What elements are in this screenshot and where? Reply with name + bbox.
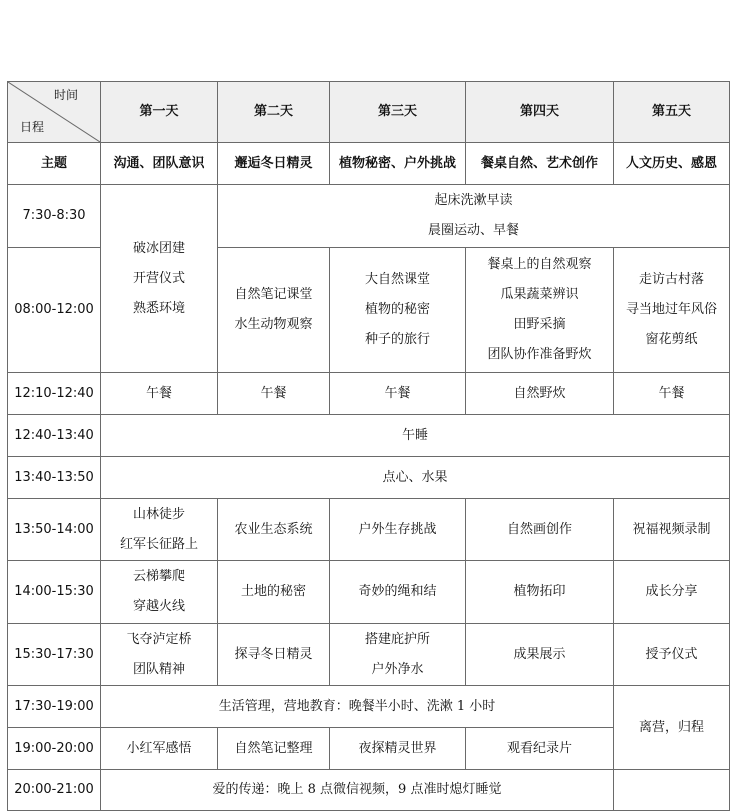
shared-activity-cell: 午睡: [101, 415, 730, 457]
activity-line: 餐桌上的自然观察: [487, 257, 592, 272]
activity-cell: 祝福视频录制: [614, 499, 730, 561]
activity-cell: 成果展示: [466, 624, 614, 686]
activity-cell: 小红军感悟: [101, 728, 218, 770]
time-cell: 17:30-19:00: [8, 686, 101, 728]
activity-line: 寻当地过年风俗: [625, 302, 717, 317]
time-cell: 20:00-21:00: [8, 770, 101, 811]
activity-cell: 夜探精灵世界: [330, 728, 466, 770]
time-cell: 14:00-15:30: [8, 561, 101, 624]
activity-line: 户外净水: [371, 661, 424, 677]
theme-day-1: 沟通、团队意识: [101, 143, 218, 185]
activity-cell: 奇妙的绳和结: [330, 561, 466, 624]
activity-cell: [218, 248, 330, 373]
activity-line: 起床洗漱早读: [434, 193, 513, 208]
activity-line: 搭建庇护所: [364, 631, 430, 647]
activity-cell: [101, 499, 218, 561]
shared-activity-cell: 生活管理，营地教育：晚餐半小时、洗漱 1 小时: [101, 686, 614, 728]
schedule-table: [7, 81, 730, 811]
time-cell: 15:30-17:30: [8, 624, 101, 686]
activity-cell-day5-evening: 离营，归程: [614, 686, 730, 770]
activity-cell: 授予仪式: [614, 624, 730, 686]
time-cell: 08:00-12:00: [8, 248, 101, 373]
table-row: [8, 373, 730, 415]
header-row: [8, 82, 730, 143]
table-row: [8, 770, 730, 811]
activity-line: 穿越火线: [132, 599, 185, 614]
activity-line: 飞夺泸定桥: [126, 631, 192, 647]
activity-cell: [330, 624, 466, 686]
theme-row: [8, 143, 730, 185]
shared-activity-cell: 点心、水果: [101, 457, 730, 499]
shared-activity-cell: [218, 185, 730, 248]
time-cell: 12:10-12:40: [8, 373, 101, 415]
activity-cell: [101, 624, 218, 686]
activity-line: 晨圈运动、早餐: [427, 223, 519, 238]
theme-day-5: 人文历史、感恩: [614, 143, 730, 185]
activity-line: 山林徒步: [132, 506, 185, 522]
activity-cell: [330, 248, 466, 373]
activity-cell: 探寻冬日精灵: [218, 624, 330, 686]
day-header-5: 第五天: [614, 82, 730, 143]
table-row: [8, 561, 730, 624]
activity-line: 种子的旅行: [364, 332, 430, 347]
activity-cell: 自然野炊: [466, 373, 614, 415]
empty-cell: [614, 770, 730, 811]
table-row: [8, 686, 730, 728]
activity-cell: [101, 561, 218, 624]
activity-cell: 土地的秘密: [218, 561, 330, 624]
table-row: [8, 185, 730, 248]
time-cell: 13:40-13:50: [8, 457, 101, 499]
activity-line: 田野采摘: [513, 317, 566, 332]
corner-schedule-label: 日程: [20, 120, 45, 134]
activity-cell: 户外生存挑战: [330, 499, 466, 561]
activity-cell: 午餐: [330, 373, 466, 415]
table-row: [8, 415, 730, 457]
activity-line: 自然笔记课堂: [234, 287, 313, 302]
activity-cell: 植物拓印: [466, 561, 614, 624]
activity-cell: 农业生态系统: [218, 499, 330, 561]
activity-cell: [614, 248, 730, 373]
activity-cell-day1-morning: [101, 185, 218, 373]
day-header-4: 第四天: [466, 82, 614, 143]
table-row: [8, 624, 730, 686]
theme-day-3: 植物秘密、户外挑战: [330, 143, 466, 185]
corner-cell: [8, 82, 101, 143]
table-row: [8, 457, 730, 499]
activity-line: 破冰团建: [132, 240, 185, 256]
day-header-1: 第一天: [101, 82, 218, 143]
theme-day-4: 餐桌自然、艺术创作: [466, 143, 614, 185]
activity-cell: 午餐: [101, 373, 218, 415]
table-row: [8, 499, 730, 561]
activity-line: 大自然课堂: [364, 272, 430, 287]
activity-cell: 成长分享: [614, 561, 730, 624]
activity-line: 云梯攀爬: [132, 569, 185, 584]
activity-line: 瓜果蔬菜辨识: [500, 287, 579, 302]
activity-cell: 观看纪录片: [466, 728, 614, 770]
time-cell: 12:40-13:40: [8, 415, 101, 457]
activity-line: 开营仪式: [132, 270, 185, 286]
activity-line: 团队精神: [132, 661, 185, 677]
theme-label: 主题: [8, 143, 101, 185]
activity-line: 植物的秘密: [364, 302, 430, 317]
activity-cell: [466, 248, 614, 373]
activity-cell: 自然笔记整理: [218, 728, 330, 770]
shared-activity-cell: 爱的传递：晚上 8 点微信视频，9 点准时熄灯睡觉: [101, 770, 614, 811]
activity-line: 水生动物观察: [234, 317, 313, 332]
activity-cell: 午餐: [614, 373, 730, 415]
day-header-2: 第二天: [218, 82, 330, 143]
time-cell: 19:00-20:00: [8, 728, 101, 770]
time-cell: 13:50-14:00: [8, 499, 101, 561]
day-header-3: 第三天: [330, 82, 466, 143]
activity-line: 走访古村落: [638, 272, 704, 287]
time-cell: 7:30-8:30: [8, 185, 101, 248]
activity-line: 红军长征路上: [119, 536, 198, 552]
activity-cell: 午餐: [218, 373, 330, 415]
activity-line: 熟悉环境: [132, 300, 185, 316]
activity-line: 窗花剪纸: [645, 332, 698, 347]
theme-day-2: 邂逅冬日精灵: [218, 143, 330, 185]
corner-time-label: 时间: [53, 88, 78, 102]
activity-line: 团队协作准备野炊: [487, 347, 592, 362]
activity-cell: 自然画创作: [466, 499, 614, 561]
